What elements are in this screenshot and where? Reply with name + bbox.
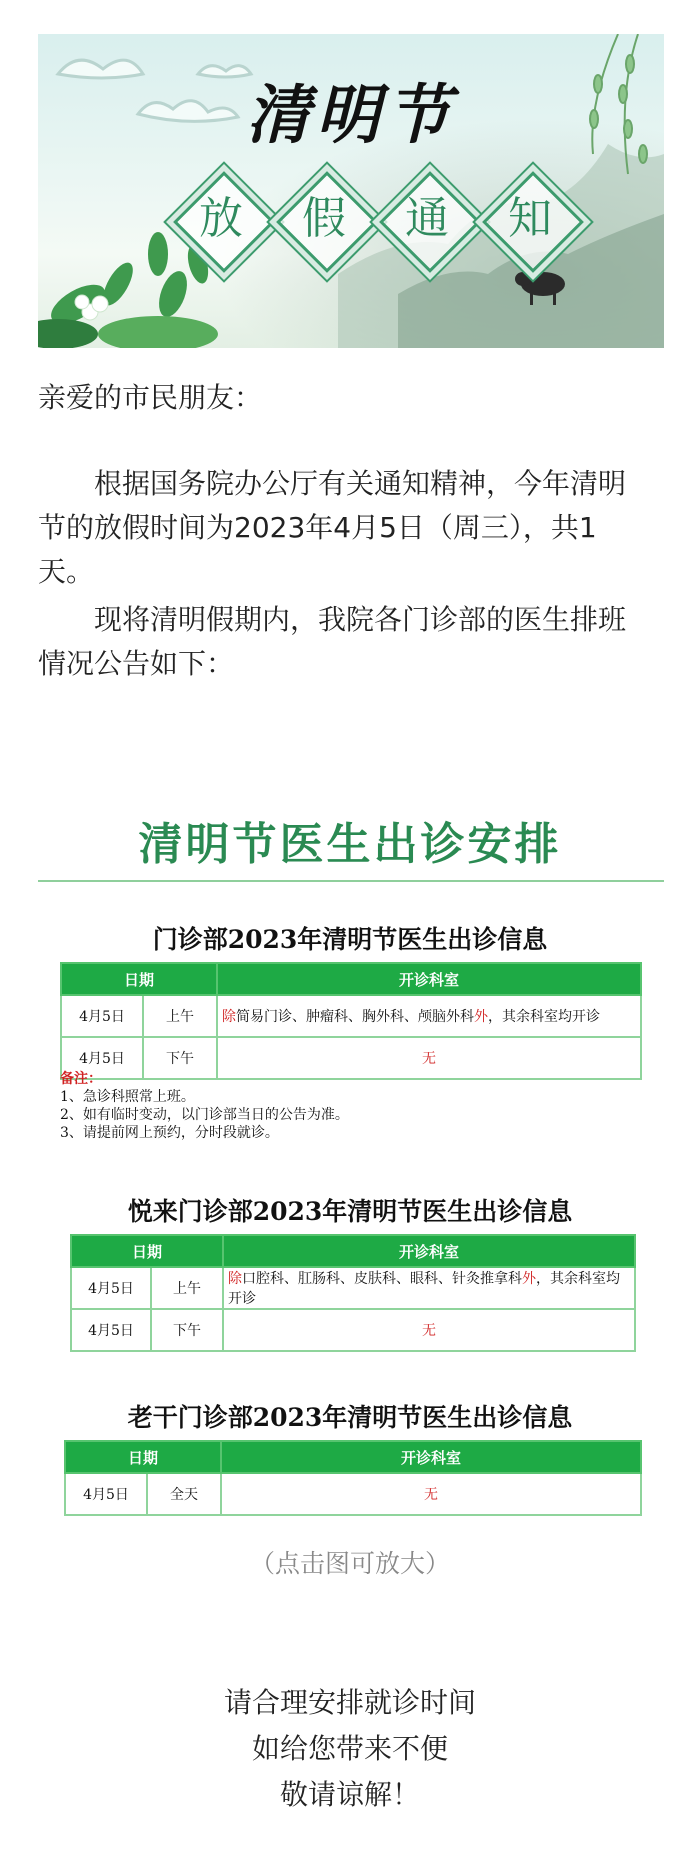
closing-message	[0, 1680, 700, 1818]
header-dept: 开诊科室	[223, 1235, 635, 1267]
notes	[60, 1070, 349, 1142]
subtitle-char: 通	[405, 193, 449, 244]
table-title: 悦来门诊部2023年清明节医生出诊信息	[127, 1197, 573, 1226]
notes-title: 备注：	[60, 1071, 102, 1087]
table-title: 老干门诊部2023年清明节医生出诊信息	[127, 1403, 573, 1432]
banner-subtitle	[166, 164, 586, 274]
header-date: 日期	[65, 1441, 221, 1473]
header-dept: 开诊科室	[221, 1441, 641, 1473]
banner-title: 清明节	[246, 78, 456, 153]
cell-dept-none: 无	[223, 1309, 635, 1351]
table-row	[71, 1309, 635, 1351]
subtitle-char: 放	[199, 193, 243, 244]
subtitle-char-diamond	[475, 164, 585, 274]
section-title: 清明节医生出诊安排	[138, 819, 562, 870]
cell-dept-none: 无	[217, 1037, 641, 1079]
section-divider	[38, 880, 664, 882]
cell-date: 4月5日	[61, 1037, 143, 1079]
schedule-table-main	[60, 962, 642, 1080]
subtitle-char: 知	[508, 193, 552, 244]
cell-date: 4月5日	[71, 1267, 151, 1309]
table-header-row	[65, 1441, 641, 1473]
table-header-row	[61, 963, 641, 995]
header-dept: 开诊科室	[217, 963, 641, 995]
cell-period: 上午	[143, 995, 217, 1037]
schedule-table-yuelai	[70, 1234, 636, 1352]
cell-period: 上午	[151, 1267, 223, 1309]
cell-dept: 除简易门诊、肿瘤科、胸外科、颅脑外科外，其余科室均开诊	[217, 995, 641, 1037]
table-row	[71, 1267, 635, 1309]
table-row	[61, 995, 641, 1037]
note-item: 3、请提前网上预约，分时段就诊。	[60, 1125, 279, 1141]
cell-date: 4月5日	[65, 1473, 147, 1515]
subtitle-char-diamond	[166, 164, 276, 274]
closing-line: 请合理安排就诊时间	[223, 1686, 476, 1719]
zoom-hint: （点击图可放大）	[249, 1549, 450, 1578]
table-row	[65, 1473, 641, 1515]
cell-dept: 除口腔科、肛肠科、皮肤科、眼科、针灸推拿科外，其余科室均开诊	[223, 1267, 635, 1309]
note-item: 1、急诊科照常上班。	[60, 1089, 195, 1105]
cell-date: 4月5日	[71, 1309, 151, 1351]
holiday-banner	[38, 34, 664, 348]
schedule-table-laogan	[64, 1440, 642, 1516]
table-header-row	[71, 1235, 635, 1267]
table-title: 门诊部2023年清明节医生出诊信息	[152, 925, 548, 954]
cell-period: 全天	[147, 1473, 221, 1515]
closing-line: 敬请谅解！	[279, 1778, 420, 1811]
cell-dept-none: 无	[221, 1473, 641, 1515]
header-date: 日期	[61, 963, 217, 995]
paragraph-holiday-dates: 根据国务院办公厅有关通知精神，今年清明节的放假时间为2023年4月5日（周三），共1天。	[38, 467, 627, 588]
subtitle-char-diamond	[269, 164, 379, 274]
header-date: 日期	[71, 1235, 223, 1267]
cell-period: 下午	[151, 1309, 223, 1351]
cell-period: 下午	[143, 1037, 217, 1079]
paragraph-schedule-intro: 现将清明假期内，我院各门诊部的医生排班情况公告如下：	[38, 603, 627, 680]
closing-line: 如给您带来不便	[251, 1732, 448, 1765]
subtitle-char: 假	[302, 193, 346, 244]
note-item: 2、如有临时变动，以门诊部当日的公告为准。	[60, 1107, 349, 1123]
cell-date: 4月5日	[61, 995, 143, 1037]
subtitle-char-diamond	[372, 164, 482, 274]
greeting: 亲爱的市民朋友：	[38, 381, 263, 414]
